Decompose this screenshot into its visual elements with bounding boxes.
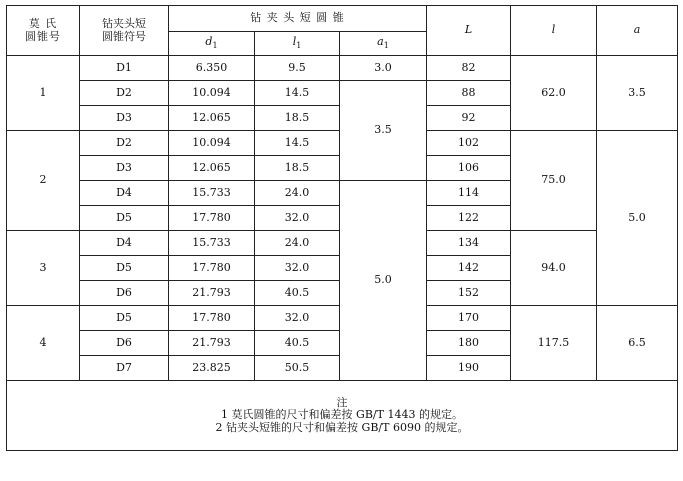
l1-cell: 32.0 <box>255 256 340 281</box>
L-cell: 142 <box>427 256 511 281</box>
header-L: L <box>427 6 511 56</box>
code-cell: D6 <box>80 331 169 356</box>
l1-cell: 24.0 <box>255 181 340 206</box>
a-cell: 3.5 <box>597 56 678 131</box>
d1-cell: 6.350 <box>169 56 255 81</box>
l1-cell: 32.0 <box>255 206 340 231</box>
d1-cell: 21.793 <box>169 281 255 306</box>
code-cell: D4 <box>80 231 169 256</box>
l1-cell: 50.5 <box>255 356 340 381</box>
L-cell: 82 <box>427 56 511 81</box>
l1-cell: 14.5 <box>255 131 340 156</box>
code-cell: D3 <box>80 106 169 131</box>
header-d1: $d_1$ <box>169 32 255 56</box>
morse-cell: 4 <box>7 306 80 381</box>
code-cell: D3 <box>80 156 169 181</box>
l1-cell: 18.5 <box>255 106 340 131</box>
l1-cell: 9.5 <box>255 56 340 81</box>
l1-cell: 32.0 <box>255 306 340 331</box>
L-cell: 106 <box>427 156 511 181</box>
code-cell: D5 <box>80 256 169 281</box>
L-cell: 152 <box>427 281 511 306</box>
d1-cell: 17.780 <box>169 306 255 331</box>
code-cell: D2 <box>80 131 169 156</box>
d1-cell: 17.780 <box>169 256 255 281</box>
l1-cell: 14.5 <box>255 81 340 106</box>
d1-cell: 15.733 <box>169 231 255 256</box>
l1-cell: 18.5 <box>255 156 340 181</box>
d1-cell: 10.094 <box>169 81 255 106</box>
notes-cell <box>7 381 678 451</box>
code-cell: D2 <box>80 81 169 106</box>
a-cell: 5.0 <box>597 131 678 306</box>
d1-cell: 21.793 <box>169 331 255 356</box>
header-chuck-cone-code: 钻夹头短 圆锥符号 <box>80 6 169 56</box>
l-cell: 94.0 <box>511 231 597 306</box>
header-morse-cone: 莫 氏 圆锥号 <box>7 6 80 56</box>
note-line-1: 1 莫氏圆锥的尺寸和偏差按 GB/T 1443 的规定。 <box>221 408 463 422</box>
code-cell: D5 <box>80 306 169 331</box>
L-cell: 88 <box>427 81 511 106</box>
morse-cell: 2 <box>7 131 80 231</box>
note-line-2: 2 钻夹头短锥的尺寸和偏差按 GB/T 6090 的规定。 <box>215 420 469 434</box>
table-row <box>7 56 678 81</box>
code-cell: D4 <box>80 181 169 206</box>
L-cell: 134 <box>427 231 511 256</box>
l-cell: 75.0 <box>511 131 597 231</box>
notes-title: 注 <box>336 395 348 409</box>
morse-cell: 3 <box>7 231 80 306</box>
l1-cell: 40.5 <box>255 331 340 356</box>
header-l: l <box>511 6 597 56</box>
l-cell: 62.0 <box>511 56 597 131</box>
header-a: a <box>597 6 678 56</box>
L-cell: 92 <box>427 106 511 131</box>
d1-cell: 12.065 <box>169 106 255 131</box>
L-cell: 190 <box>427 356 511 381</box>
L-cell: 122 <box>427 206 511 231</box>
code-cell: D5 <box>80 206 169 231</box>
d1-cell: 12.065 <box>169 156 255 181</box>
header-group: 钻 夹 头 短 圆 锥 <box>169 6 427 32</box>
l-cell: 117.5 <box>511 306 597 381</box>
header-l1: $l_1$ <box>255 32 340 56</box>
l1-cell: 40.5 <box>255 281 340 306</box>
header-a1: $a_1$ <box>340 32 427 56</box>
L-cell: 170 <box>427 306 511 331</box>
L-cell: 114 <box>427 181 511 206</box>
d1-cell: 17.780 <box>169 206 255 231</box>
morse-cell: 1 <box>7 56 80 131</box>
L-cell: 102 <box>427 131 511 156</box>
a1-cell: 5.0 <box>340 181 427 381</box>
l1-cell: 24.0 <box>255 231 340 256</box>
notes-row <box>7 381 678 451</box>
a1-cell: 3.5 <box>340 81 427 181</box>
code-cell: D6 <box>80 281 169 306</box>
dimension-table <box>6 5 678 451</box>
a1-cell: 3.0 <box>340 56 427 81</box>
a-cell: 6.5 <box>597 306 678 381</box>
d1-cell: 10.094 <box>169 131 255 156</box>
d1-cell: 15.733 <box>169 181 255 206</box>
L-cell: 180 <box>427 331 511 356</box>
d1-cell: 23.825 <box>169 356 255 381</box>
code-cell: D1 <box>80 56 169 81</box>
code-cell: D7 <box>80 356 169 381</box>
